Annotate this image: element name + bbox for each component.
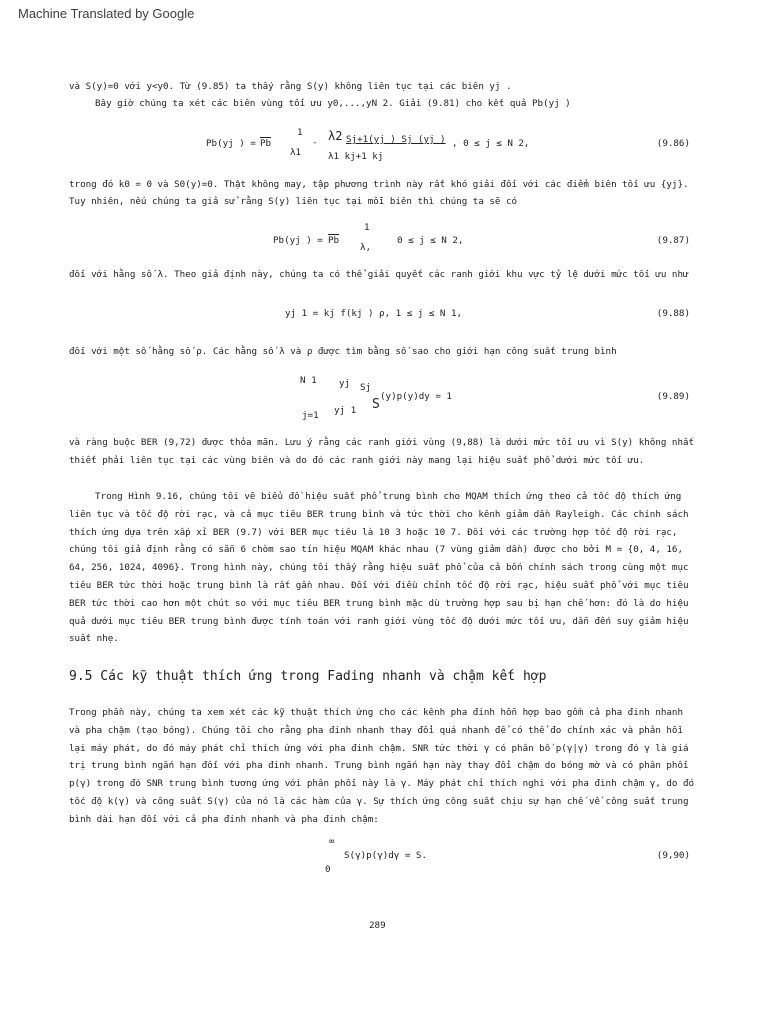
para6-line: 64, 256, 1024, 4096}. Trong hình này, chúng tôi thấy rằng hiệu suất phổ của cả bốn chính sách trong cùng một mục	[69, 562, 689, 574]
eq986-minus: -	[312, 137, 318, 148]
eq990-body: S(γ)p(γ)dγ = S.	[344, 850, 427, 861]
para5-line-1: và ràng buộc BER (9,72) được thỏa mãn. Lưu ý rằng các ranh giới vùng (9,88) là dưới mức tối ưu vì S(y) không nhất	[69, 437, 695, 448]
eq986-denominator: λ1	[290, 147, 302, 158]
para5-line-2: thiết phải liên tục tại các vùng biên và do đó các ranh giới này mang lại hiệu suất phổ dưới mức tối ưu.	[69, 455, 645, 466]
eq986-lambda2: λ2	[328, 129, 343, 143]
para6-line: BER tức thời cao hơn một chút so với mục tiêu BER trung bình mặc dù trường hợp sau bị hạn chế hơn: đó là do hiệu	[69, 597, 689, 609]
intro-line-2: Bây giờ chúng ta xét các biên vùng tối ưu y0,...,yN 2. Giải (9.81) cho kết quả Pb(yj )	[95, 98, 571, 109]
para4: đối với một số hằng số ρ. Các hằng số λ và ρ được tìm bằng số sao cho giới hạn công suất trung bình	[69, 346, 617, 357]
para7-line: Trong phần này, chúng ta xem xét các kỹ thuật thích ứng cho các kênh pha đinh hỗn hợp bao gồm cả pha đinh nhanh	[69, 707, 683, 718]
eq989-sj: Sj	[360, 382, 372, 393]
para6-line: Trong Hình 9.16, chúng tôi vẽ biểu đồ hiệu suất phổ trung bình cho MQAM thích ứng theo cả tốc độ thích ứng	[95, 491, 682, 502]
eq986-numerator: 1	[297, 127, 303, 138]
eq990-upper: ∞	[329, 836, 335, 847]
eq987-lhs: Pb(yj ) =	[273, 235, 323, 246]
eq988-body: yj 1 = kj f(kj ) ρ, 1 ≤ j ≤ N 1,	[285, 308, 463, 319]
eq988-number: (9.88)	[656, 308, 690, 319]
eq986-pb: $\overline{Pb}$	[260, 138, 272, 149]
intro-line-1: và S(y)=0 với y<y0. Từ (9.85) ta thấy rằng S(y) không liên tục tại các biên yj .	[69, 81, 512, 92]
para6-line: tiêu BER tức thời hoặc trung bình là rất gần nhau. Đối với điều chỉnh tốc độ rời rạc, hiệu suất phổ với mục tiêu	[69, 579, 689, 591]
eq989-int-upper: yj	[339, 378, 351, 389]
page-number: 289	[369, 920, 386, 931]
machine-translation-banner: Machine Translated by Google	[18, 6, 195, 21]
para6	[69, 488, 695, 648]
para2-line-2: Tuy nhiên, nếu chúng ta giả sử rằng S(y) liên tục tại mỗi biên thì chúng ta sẽ có	[69, 196, 518, 207]
eq986-lhs: Pb(yj ) =	[206, 138, 256, 149]
para7	[69, 704, 695, 829]
para7-line: p(γ) trong đó SNR trung bình tương ứng với phân phối này là γ. Máy phát chỉ thích nghi với pha đinh chậm γ, do đó	[69, 778, 695, 790]
eq986-condition: , 0 ≤ j ≤ N 2,	[452, 138, 530, 149]
eq989-body: (y)p(y)dy = 1	[380, 391, 452, 402]
para7-line: bình dài hạn đối với cả pha đinh nhanh và pha đinh chậm:	[69, 813, 379, 825]
eq987-number: (9.87)	[656, 235, 690, 246]
para7-line: lại máy phát, do đó máy phát chỉ thích ứng với pha đinh chậm. SNR tức thời γ có phân bố p(γ|γ) trong đó γ là giá	[69, 742, 689, 754]
para7-line: và pha chậm (tạo bóng). Chúng tôi cho rằng pha đinh nhanh thay đổi quá nhanh để có thể đo chính xác và phản hồi	[69, 724, 683, 736]
para3: đối với hằng số λ. Theo giả định này, chúng ta có thể giải quyết các ranh giới khu vực tỷ lệ dưới mức tối ưu như	[69, 269, 689, 280]
eq989-sum-lower: j=1	[302, 410, 319, 421]
para6-line: thích ứng dựa trên xấp xỉ BER (9.7) với BER mục tiêu là 10 3 hoặc 10 7. Đối với các trường hợp tốc độ rời rạc,	[69, 526, 678, 538]
eq986-fraction-bottom: λ1 kj+1 kj	[328, 151, 384, 162]
para7-line: trị trung bình ngắn hạn đối với pha đinh nhanh. Trung bình ngắn hạn này thay đổi chậm do bóng mờ và có phân phối	[69, 760, 689, 772]
eq989-number: (9.89)	[656, 391, 690, 402]
eq987-pb: $\overline{Pb}$	[328, 235, 340, 246]
eq990-number: (9,90)	[656, 850, 690, 861]
para2-line-1: trong đó k0 = 0 và S0(y)=0. Thật không may, tập phương trình này rất khó giải đối với các điểm biên tối ưu {yj}.	[69, 179, 689, 190]
para6-line: liên tục và tốc độ rời rạc, và cả mục tiêu BER trung bình và tức thời cho kênh giảm dần Rayleigh. Các chính sách	[69, 508, 689, 520]
eq987-denominator: λ,	[360, 242, 372, 253]
eq989-int-lower: yj 1	[334, 405, 357, 416]
eq987-numerator: 1	[364, 222, 370, 233]
para6-line: suất nhẹ.	[69, 633, 119, 645]
para7-line: tốc độ k(γ) và công suất S(γ) của nó là các hàm của γ. Sự thích ứng công suất chịu sự hạn chế về công suất trung	[69, 795, 689, 807]
eq986-number: (9.86)	[656, 138, 690, 149]
section-heading: 9.5 Các kỹ thuật thích ứng trong Fading nhanh và chậm kết hợp	[69, 669, 547, 684]
eq990-lower: 0	[325, 864, 331, 875]
eq989-s: S	[372, 397, 380, 412]
eq989-sum-upper: N 1	[300, 375, 317, 386]
eq987-condition: 0 ≤ j ≤ N 2,	[397, 235, 464, 246]
eq986-fraction-top: Sj+1(yj ) Sj (yj )	[346, 134, 446, 145]
para6-line: chúng tôi giả định rằng có sẵn 6 chòm sao tín hiệu MQAM khác nhau (7 vùng giảm dần) được cho bởi M = {0, 4, 16,	[69, 544, 683, 556]
para6-line: quả dưới mục tiêu BER trung bình được tính toán với ranh giới vùng tốc độ dưới mức tối ưu, dẫn đến suy giảm hiệu	[69, 615, 689, 627]
